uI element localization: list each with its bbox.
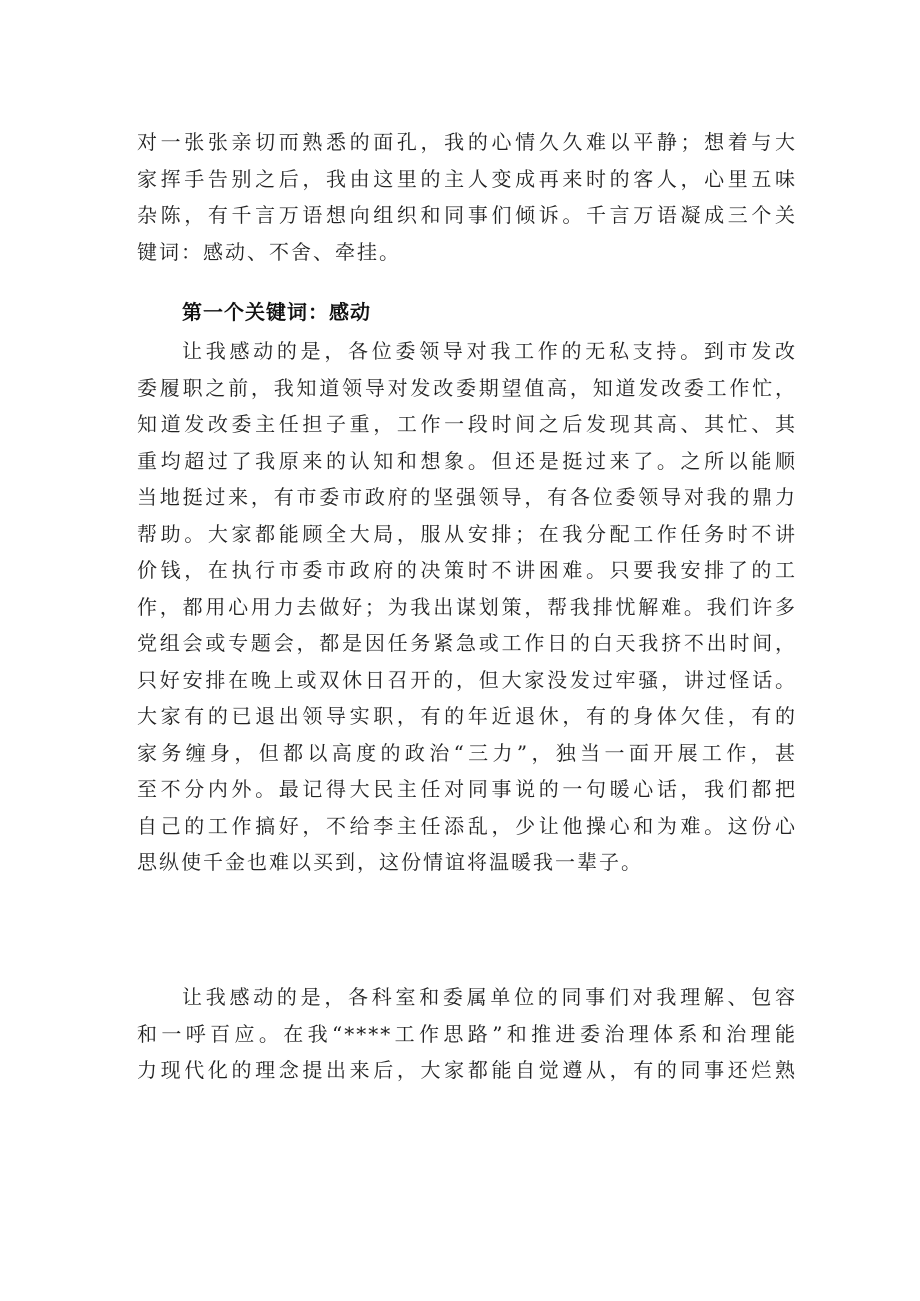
section-heading: 第一个关键词：感动 <box>182 300 371 324</box>
paragraph-line: 重均超过了我原来的认知和想象。但还是挺过来了。之所以能顺 <box>137 448 797 473</box>
paragraph-line: 家挥手告别之后，我由这里的主人变成再来时的客人，心里五味 <box>137 166 797 191</box>
paragraph-line: 和一呼百应。在我“****工作思路”和推进委治理体系和治理能 <box>137 1021 797 1046</box>
paragraph-line: 让我感动的是，各位委领导对我工作的无私支持。到市发改 <box>182 339 797 363</box>
paragraph-line: 键词：感动、不舍、牵挂。 <box>137 239 401 264</box>
paragraph-line: 大家有的已退出领导实职，有的年近退休，有的身体欠佳，有的 <box>137 704 797 728</box>
paragraph-line: 当地挺过来，有市委市政府的坚强领导，有各位委领导对我的鼎力 <box>137 485 797 509</box>
paragraph-line: 作，都用心用力去做好；为我出谋划策，帮我排忧解难。我们许多 <box>137 594 797 619</box>
paragraph-line: 帮助。大家都能顾全大局，服从安排；在我分配工作任务时不讲 <box>137 521 797 546</box>
paragraph-line: 让我感动的是，各科室和委属单位的同事们对我理解、包容 <box>182 985 797 1009</box>
paragraph-line: 党组会或专题会，都是因任务紧急或工作日的白天我挤不出时间， <box>137 631 797 655</box>
paragraph-line: 家务缠身，但都以高度的政治“三力”，独当一面开展工作，甚 <box>137 740 797 765</box>
paragraph-line: 价钱，在执行市委市政府的决策时不讲困难。只要我安排了的工 <box>137 558 797 582</box>
paragraph-2 <box>137 979 797 1089</box>
paragraph-line: 力现代化的理念提出来后，大家都能自觉遵从，有的同事还烂熟 <box>137 1058 797 1082</box>
paragraph-line: 杂陈，有千言万语想向组织和同事们倾诉。千言万语凝成三个关 <box>137 203 797 227</box>
paragraph-1 <box>137 333 797 881</box>
paragraph-line: 自己的工作搞好，不给李主任添乱，少让他操心和为难。这份心 <box>137 813 797 838</box>
paragraph-line: 对一张张亲切而熟悉的面孔，我的心情久久难以平静；想着与大 <box>137 130 797 154</box>
paragraph-line: 知道发改委主任担子重，工作一段时间之后发现其高、其忙、其 <box>137 412 797 436</box>
paragraph-line: 思纵使千金也难以买到，这份情谊将温暖我一辈子。 <box>137 850 643 874</box>
paragraph-line: 委履职之前，我知道领导对发改委期望值高，知道发改委工作忙， <box>137 375 797 400</box>
intro-paragraph <box>137 124 797 270</box>
paragraph-line: 只好安排在晚上或双休日召开的，但大家没发过牢骚，讲过怪话。 <box>137 667 797 692</box>
paragraph-line: 至不分内外。最记得大民主任对同事说的一句暖心话，我们都把 <box>137 777 797 801</box>
